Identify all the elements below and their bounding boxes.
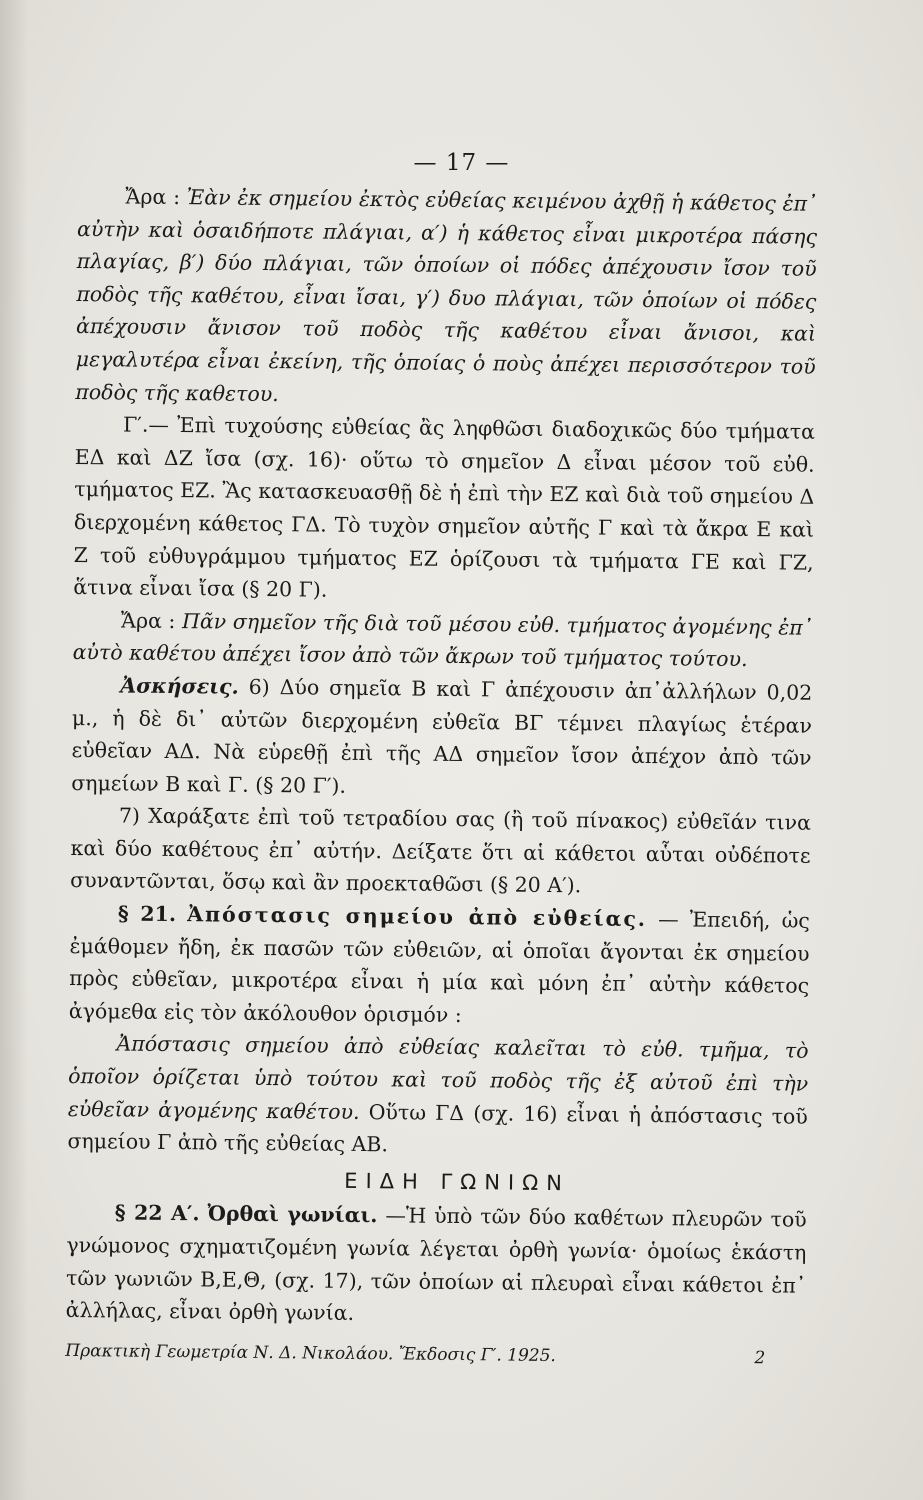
theorem-text: Πᾶν σημεῖον τῆς διὰ τοῦ μέσου εὐθ. τμήματος ἀγομένης ἐπ᾽ αὐτὸ καθέτου ἀπέχει ἴσον ἀπὸ τῶν ἄκρων τοῦ τμήματος τούτου.: [72, 608, 814, 672]
signature-number: 2: [754, 1347, 766, 1369]
theorem-text: Ἐὰν ἐκ σημείου ἐκτὸς εὐθείας κειμένου ἀχθῇ ἡ κάθετος ἐπ᾽ αὐτὴν καὶ ὁσαιδήποτε πλάγιαι, α′) ἡ κάθετος εἶναι μικροτέρα πάσης πλαγίας, β′) δύο πλάγιαι, τῶν ὁποίων οἱ πόδες ἀπέχουσιν ἴσον τοῦ ποδὸς τῆς καθέτου, εἶναι ἴσαι, γ′) δυο πλάγιαι, τῶν ὁποίων οἱ πόδες ἀπέχουσιν ἄνισον τοῦ ποδὸς τῆς καθέτου εἶναι ἄνισοι, καὶ μεγαλυτέρα εἶναι ἐκείνη, τῆς ὁποίας ὁ ποὺς ἀπέχει περισσότερον τοῦ ποδὸς τῆς καθετου.: [75, 185, 818, 406]
paragraph-section-21: [69, 897, 810, 1035]
book-citation: Πρακτικὴ Γεωμετρία Ν. Δ. Νικολάου. Ἔκδοσις Γ′. 1925.: [65, 1340, 556, 1366]
paragraph-definition: [67, 1027, 808, 1165]
paragraph-exercise-7: 7) Χαράξατε ἐπὶ τοῦ τετραδίου σας (ἢ τοῦ πίνακος) εὐθεῖάν τινα καὶ δύο καθέτους ἐπ᾽ αὐτήν. Δείξατε ὅτι αἱ κάθετοι αὗται οὐδέποτε συναντῶνται, ὅσῳ καὶ ἂν προεκταθῶσι (§ 20 Α′).: [70, 803, 812, 898]
page-number: — 17 —: [413, 150, 510, 176]
section-text: — Ἐπειδή, ὡς ἐμάθομεν ἤδη, ἐκ πασῶν τῶν εὐθειῶν, αἱ ὁποῖαι ἄγονται ἐκ σημείου πρὸς εὐθεῖαν, μικροτέρα εἶναι ἡ μία καὶ μόνη ἐπ᾽ αὐτὴν κάθετος ἀγόμεθα εἰς τὸν ἀκόλουθον ὁρισμόν :: [68, 907, 810, 1027]
paragraph-conclusion-2: [72, 604, 813, 677]
definition-text: Ἀπόστασις σημείου ἀπὸ εὐθείας καλεῖται τὸ εὐθ. τμῆμα, τὸ ὁποῖον ὁρίζεται ὑπὸ τούτου καὶ τοῦ ποδὸς τῆς ἐξ αὐτοῦ ἐπὶ τὴν εὐθεῖαν ἀγομένης καθέτου.: [67, 1031, 809, 1124]
section-title: Ὀρθαὶ γωνίαι.: [207, 1201, 378, 1228]
binding-shadow: [0, 0, 28, 1500]
section-number: § 22 Α′.: [114, 1200, 200, 1226]
section-text: —Ἡ ὑπὸ τῶν δύο καθέτων πλευρῶν τοῦ γνώμονος σχηματιζομένη γωνία λέγεται ὀρθὴ γωνία· ὁμοίως ἑκάστη τῶν γωνιῶν Β,Ε,Θ, (σχ. 17), τῶν ὁποίων αἱ πλευραὶ εἶναι κάθετοι ἐπ᾽ ἀλλήλας, εἶναι ὀρθὴ γωνία.: [65, 1203, 807, 1326]
page-body: [65, 140, 818, 1375]
exercise-text: 6) Δύο σημεῖα Β καὶ Γ ἀπέχουσιν ἀπ᾽ἀλλήλων 0,02 μ., ἡ δὲ δι᾽ αὐτῶν διερχομένη εὐθεῖα ΒΓ τέμνει πλαγίως ἑτέραν εὐθεῖαν ΑΔ. Νὰ εὑρεθῇ ἐπὶ τῆς ΑΔ σημεῖον ἴσον ἀπέχον ἀπὸ τῶν σημείων Β καὶ Γ. (§ 20 Γ′).: [71, 674, 813, 798]
lead-word: Ἄρα :: [120, 608, 176, 633]
paragraph-conclusion-1: [75, 180, 817, 416]
paragraph-exercise-6: [71, 669, 812, 807]
section-title: Ἀπόστασις σημείου ἀπὸ εὐθείας.: [187, 902, 648, 932]
lead-word: Ἄρα :: [125, 184, 181, 210]
paragraph-section-22: [66, 1196, 807, 1334]
exercises-label: Ἀσκήσεις.: [120, 673, 239, 699]
chapter-heading: ΕΙΔΗ ΓΩΝΙΩΝ: [344, 1168, 571, 1196]
page-footer: [65, 1335, 805, 1375]
example-text: Οὕτω ΓΔ (σχ. 16) εἶναι ἡ ἀπόστασις τοῦ σημείου Γ ἀπὸ τῆς εὐθείας ΑΒ.: [67, 1099, 808, 1157]
paragraph-case-gamma: Γ′.— Ἐπὶ τυχούσης εὐθείας ἂς ληφθῶσι διαδοχικῶς δύο τμήματα ΕΔ καὶ ΔΖ ἴσα (σχ. 16)· οὕτω τὸ σημεῖον Δ εἶναι μέσον τοῦ εὐθ. τμήματος ΕΖ. Ἂς κατασκευασθῇ δὲ ἡ ἐπὶ τὴν ΕΖ καὶ διὰ τοῦ σημείου Δ διερχομένη κάθετος ΓΔ. Τὸ τυχὸν σημεῖον αὐτῆς Γ καὶ τὰ ἄκρα Ε καὶ Ζ τοῦ εὐθυγράμμου τμήματος ΕΖ ὁρίζουσι τὰ τμήματα ΓΕ καὶ ΓΖ, ἅτινα εἶναι ἴσα (§ 20 Γ).: [73, 412, 816, 602]
section-number: § 21.: [117, 901, 177, 927]
